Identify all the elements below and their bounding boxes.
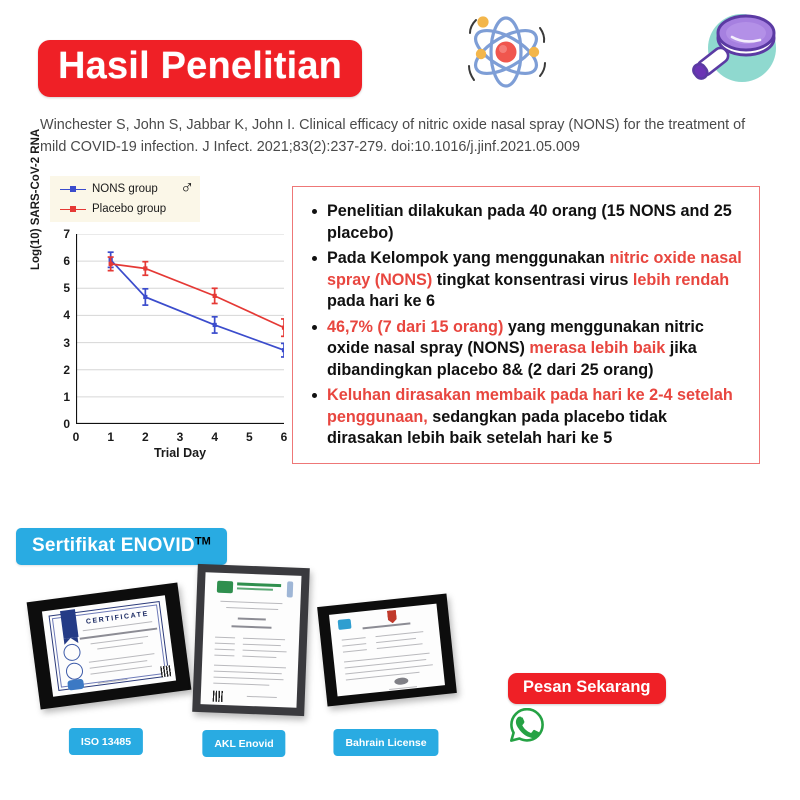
- page-title: Hasil Penelitian: [58, 45, 343, 87]
- finding-text-run: pada hari ke 6: [327, 292, 435, 311]
- chart-x-tick: 0: [72, 430, 80, 444]
- legend-item-placebo: [60, 199, 200, 219]
- caption-text: ISO 13485: [80, 736, 132, 748]
- chart-y-tick: 1: [63, 389, 70, 404]
- findings-list: [307, 201, 743, 450]
- finding-text-run: yang menggunakan nitric oxide nasal spray (NONS): [327, 317, 704, 358]
- magnifying-glass-icon: [680, 4, 780, 96]
- chart-x-tick: 3: [176, 430, 184, 444]
- certificate-caption-bahrain: [333, 729, 438, 756]
- chart-x-tick: 4: [211, 430, 218, 444]
- whatsapp-icon[interactable]: [508, 706, 546, 744]
- finding-text-run: 46,7% (7 dari 15 orang): [327, 317, 504, 336]
- certificate-caption-akl: [202, 730, 285, 757]
- citation-text: Winchester S, John S, Jabbar K, John I. Clinical efficacy of nitric oxide nasal spray (NONS) for the treatment of mild COVID-19 infection. J Infect. 2021;83(2):237-279. doi:10.1016/j.jinf.2021.05.009: [40, 117, 746, 155]
- finding-text-run: nitric oxide nasal spray (NONS): [327, 249, 742, 289]
- chart-y-tick: 7: [63, 227, 70, 241]
- atom-icon: [452, 6, 560, 98]
- finding-text-run: merasa lebih baik: [529, 339, 666, 358]
- finding-bullet: [327, 201, 743, 244]
- finding-text-run: jika dibandingkan placebo 8& (2 dari 25 orang): [327, 339, 697, 379]
- finding-text-run: tingkat konsentrasi virus: [432, 270, 633, 289]
- chart-y-tick: 3: [63, 335, 70, 350]
- male-symbol-annotation: ♂: [180, 177, 195, 198]
- chart-y-tick: 0: [63, 417, 70, 431]
- certificate-caption-iso: [69, 728, 143, 755]
- chart-x-tick: 1: [107, 430, 114, 444]
- chart-y-tick: 4: [63, 308, 70, 323]
- finding-bullet: [327, 385, 743, 450]
- trademark-symbol: TM: [194, 535, 211, 548]
- chart-legend: [50, 176, 200, 222]
- chart-canvas: [76, 234, 284, 424]
- chart-x-tick: 6: [280, 430, 288, 444]
- finding-text-run: Penelitian dilakukan pada 40 orang (15 NONS and 25 placebo): [327, 202, 732, 242]
- chart-y-axis-label: Log(10) SARS-CoV-2 RNA: [30, 128, 42, 270]
- legend-swatch-nons: [60, 185, 86, 194]
- certificates-banner: [16, 528, 227, 565]
- finding-text-run: lebih rendah: [632, 270, 730, 289]
- finding-text-run: Keluhan dirasakan membaik pada hari ke 2-4 setelah penggunaan,: [327, 386, 733, 426]
- legend-item-nons: [60, 179, 200, 199]
- order-now-button[interactable]: [508, 673, 666, 704]
- certificate-heading: CERTIFICATE: [85, 610, 150, 626]
- legend-label-nons: NONS group: [92, 183, 158, 195]
- caption-text: AKL Enovid: [214, 738, 274, 750]
- page-title-banner: [38, 40, 362, 97]
- caption-text: Bahrain License: [345, 737, 427, 749]
- chart-x-axis-label: Trial Day: [153, 446, 207, 460]
- order-now-label: Pesan Sekarang: [523, 678, 651, 696]
- chart-x-tick: 2: [141, 430, 149, 444]
- finding-bullet: [327, 317, 743, 382]
- chart-y-tick: 2: [63, 362, 70, 377]
- finding-text-run: Pada Kelompok yang menggunakan: [327, 249, 610, 268]
- findings-box: [292, 186, 760, 464]
- finding-bullet: [327, 248, 743, 313]
- legend-swatch-placebo: [60, 205, 86, 214]
- chart-y-tick: 5: [63, 281, 70, 296]
- chart-x-tick: 5: [245, 430, 253, 444]
- certificates-banner-label: Sertifikat ENOVID: [32, 535, 195, 556]
- chart-y-tick: 6: [63, 254, 70, 269]
- sars-cov2-rna-line-chart: [24, 128, 288, 471]
- legend-label-placebo: Placebo group: [92, 203, 167, 215]
- finding-text-run: sedangkan pada placebo tidak dirasakan lebih baik setelah hari ke 5: [327, 407, 668, 448]
